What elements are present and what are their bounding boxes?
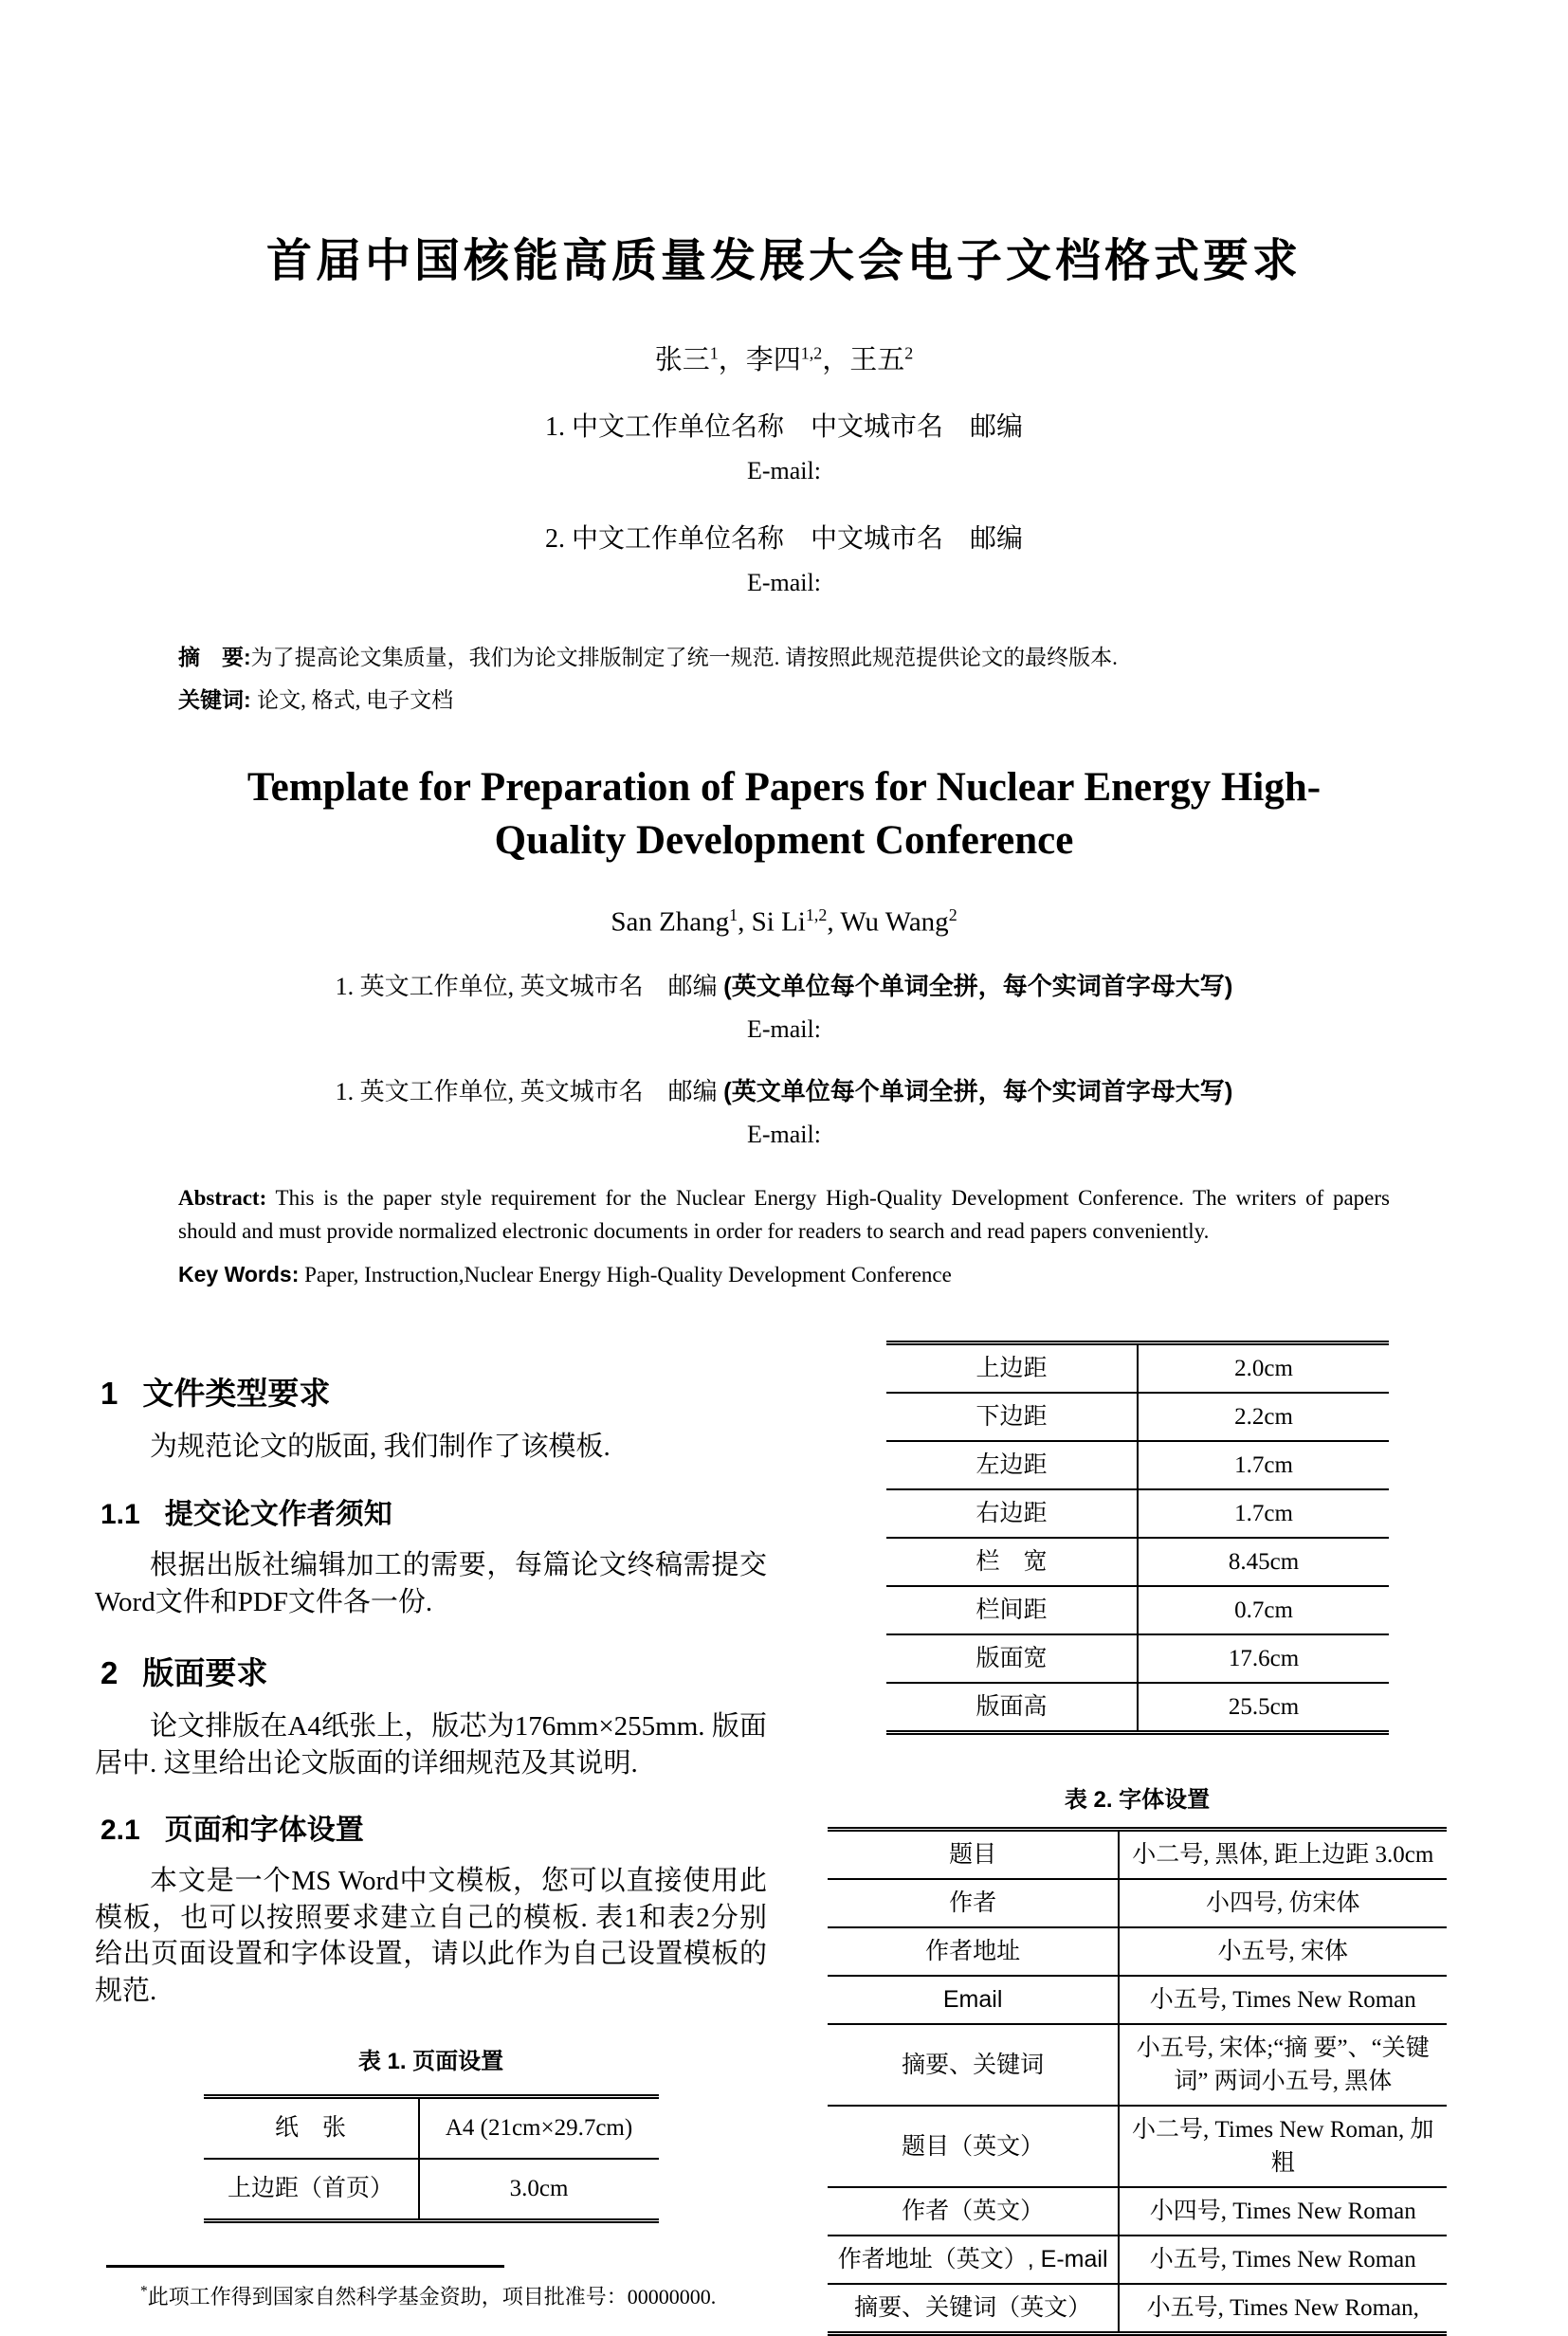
table-cell-label: 上边距（首页）	[204, 2159, 419, 2221]
author-separator: ，	[718, 344, 746, 375]
table-row	[204, 2096, 659, 2159]
author-superscript: 1,2	[800, 343, 823, 363]
table-cell-label: 题目（英文）	[828, 2106, 1119, 2187]
keywords-zh	[178, 684, 1390, 718]
table-row	[828, 2284, 1446, 2334]
section-title: 页面和字体设置	[164, 1815, 364, 1847]
authors-zh	[95, 338, 1473, 377]
section-title: 版面要求	[142, 1655, 268, 1691]
keywords-en	[178, 1258, 1390, 1292]
section-heading-1-1	[100, 1490, 767, 1532]
footnote-marker: *	[140, 2283, 148, 2300]
paragraph: 根据出版社编辑加工的需要，每篇论文终稿需提交Word文件和PDF文件各一份.	[95, 1550, 767, 1617]
author-name: Wu Wang	[840, 906, 949, 938]
author-superscript: 2	[948, 904, 957, 924]
table-row	[886, 1634, 1389, 1683]
email-line: E-mail:	[747, 456, 821, 484]
affiliation-en-note: (英文单位每个单词全拼，每个实词首字母大写)	[723, 971, 1233, 1000]
table-cell-label: 摘要、关键词（英文）	[828, 2284, 1119, 2334]
section-title: 文件类型要求	[142, 1376, 331, 1412]
table-cell-label: 上边距	[886, 1343, 1139, 1394]
table-row	[886, 1489, 1389, 1538]
table-row	[828, 2106, 1446, 2187]
affiliation-en-text: 1. 英文工作单位, 英文城市名 邮编	[335, 972, 724, 1000]
email-line: E-mail:	[747, 1120, 821, 1148]
author-superscript: 1	[729, 904, 738, 924]
page-setup-table	[204, 2094, 659, 2223]
table-cell-value: 小五号, Times New Roman,	[1146, 2295, 1419, 2322]
affiliation-zh-2: 2. 中文工作单位名称 中文城市名 邮编	[544, 523, 1023, 554]
table-cell-value: 0.7cm	[1138, 1586, 1388, 1634]
abstract-zh-label: 摘 要	[178, 644, 244, 669]
section-number: 2	[100, 1655, 119, 1691]
table-cell-value: 2.0cm	[1138, 1343, 1388, 1394]
footnote-area	[95, 2265, 767, 2310]
table-row	[204, 2159, 659, 2221]
table-row	[828, 1830, 1446, 1880]
affiliation-en-2	[95, 1072, 1473, 1107]
table-cell-value: 1.7cm	[1138, 1489, 1388, 1538]
authors-en	[95, 905, 1473, 939]
author-superscript: 1,2	[805, 904, 828, 924]
table-cell-value: 小五号, 宋体	[1119, 1927, 1447, 1976]
table-cell-label: 右边距	[886, 1489, 1139, 1538]
author-separator: ,	[738, 906, 752, 938]
table-row	[828, 2024, 1446, 2106]
affiliation-zh-1: 1. 中文工作单位名称 中文城市名 邮编	[544, 411, 1023, 442]
keywords-zh-text: 论文, 格式, 电子文档	[257, 688, 454, 713]
table-cell-value: 小五号, Times New Roman	[1119, 2236, 1447, 2284]
affiliation-en-note: (英文单位每个单词全拼，每个实词首字母大写)	[723, 1076, 1233, 1105]
author-name: 李四	[745, 344, 801, 375]
table-cell-value: 17.6cm	[1138, 1634, 1388, 1683]
table-cell-value: 8.45cm	[1138, 1538, 1388, 1586]
abstract-en	[178, 1181, 1390, 1249]
table-cell-label: Email	[828, 1976, 1119, 2024]
keywords-zh-label: 关键词	[178, 687, 244, 713]
author-name: 王五	[849, 344, 905, 375]
page-title-zh: 首届中国核能高质量发展大会电子文档格式要求	[265, 236, 1302, 286]
author-separator: ，	[822, 344, 850, 375]
two-column-body	[95, 1341, 1473, 2336]
table-cell-label: 题目	[828, 1830, 1119, 1880]
section-heading-1	[100, 1369, 767, 1414]
paragraph: 本文是一个MS Word中文模板，您可以直接使用此模板，也可以按照要求建立自己的模板. 表1和表2分别给出页面设置和字体设置，请以此作为自己设置模板的规范.	[95, 1866, 767, 2006]
table-cell-label: 作者地址（英文）, E-mail	[828, 2236, 1119, 2284]
section-heading-2	[100, 1649, 767, 1693]
author-name: San Zhang	[611, 906, 730, 938]
paragraph: 论文排版在A4纸张上，版芯为176mm×255mm. 版面居中. 这里给出论文版面的详细规范及其说明.	[95, 1711, 767, 1779]
table-cell-value: 小四号, Times New Roman	[1119, 2187, 1447, 2236]
abstract-zh	[178, 641, 1390, 675]
table-cell-label: 纸 张	[204, 2096, 419, 2159]
table-row	[886, 1586, 1389, 1634]
table-cell-value: 小二号, 黑体, 距上边距 3.0cm	[1119, 1830, 1447, 1880]
table-cell-value: 1.7cm	[1138, 1441, 1388, 1489]
section-title: 提交论文作者须知	[164, 1499, 392, 1530]
affiliation-en-text: 1. 英文工作单位, 英文城市名 邮编	[335, 1077, 724, 1105]
table-cell-value: 小五号, Times New Roman	[1119, 1976, 1447, 2024]
keywords-en-text: Paper, Instruction,Nuclear Energy High-Quality Development Conference	[299, 1262, 952, 1287]
author-name: 张三	[654, 344, 710, 375]
author-superscript: 2	[904, 343, 914, 363]
author-separator: ,	[827, 906, 841, 938]
table-cell-value: 3.0cm	[509, 2176, 569, 2201]
table-cell-label: 栏 宽	[886, 1538, 1139, 1586]
footnote-body: 此项工作得到国家自然科学基金资助，项目批准号：00000000.	[147, 2284, 717, 2309]
table-row	[886, 1441, 1389, 1489]
table-cell-label: 左边距	[886, 1441, 1139, 1489]
table-cell-label: 下边距	[886, 1393, 1139, 1441]
table-row	[828, 1927, 1446, 1976]
table-cell-label: 版面高	[886, 1683, 1139, 1733]
section-number: 1	[100, 1376, 119, 1412]
table-cell-label: 作者	[828, 1879, 1119, 1927]
section-number: 2.1	[100, 1815, 140, 1847]
table-cell-label: 作者（英文）	[828, 2187, 1119, 2236]
abstract-en-text: This is the paper style requirement for the Nuclear Energy High-Quality Development Conference. The writers of papers should and must provide normalized electronic documents in order for readers to search and read papers conveniently.	[178, 1185, 1390, 1244]
footnote-divider	[106, 2265, 504, 2268]
table-row	[828, 1879, 1446, 1927]
author-name: Si Li	[751, 906, 806, 938]
right-column	[801, 1341, 1473, 2336]
table-cell-value: 2.2cm	[1138, 1393, 1388, 1441]
table-cell-value: A4 (21cm×29.7cm)	[419, 2096, 659, 2159]
abstract-en-label: Abstract:	[178, 1185, 267, 1210]
table-cell-label: 摘要、关键词	[828, 2024, 1119, 2106]
page-setup-continued-table	[886, 1341, 1389, 1735]
abstract-zh-text: 为了提高论文集质量，我们为论文排版制定了统一规范. 请按照此规范提供论文的最终版本.	[250, 645, 1118, 669]
table-cell-value: 25.5cm	[1228, 1694, 1300, 1721]
table-row	[828, 2187, 1446, 2236]
table-cell-label: 栏间距	[886, 1586, 1139, 1634]
table-cell-value: 小四号, 仿宋体	[1119, 1879, 1447, 1927]
table-row	[886, 1538, 1389, 1586]
table-row	[828, 2236, 1446, 2284]
page-title-en: Template for Preparation of Papers for Nuclear Energy High-Quality Development Conference	[246, 765, 1322, 863]
table-row	[886, 1343, 1389, 1394]
table-cell-label: 作者地址	[828, 1927, 1119, 1976]
author-superscript: 1	[709, 343, 719, 363]
paragraph: 为规范论文的版面, 我们制作了该模板.	[150, 1432, 611, 1463]
table-row	[886, 1393, 1389, 1441]
font-setup-table	[828, 1827, 1446, 2336]
left-column	[95, 1341, 767, 2309]
table-cell-value: 小二号, Times New Roman, 加粗	[1119, 2106, 1447, 2187]
abstract-zh-colon: :	[244, 644, 251, 669]
table-row	[886, 1683, 1389, 1733]
table-row	[828, 1976, 1446, 2024]
section-heading-2-1	[100, 1806, 767, 1848]
email-line: E-mail:	[747, 1014, 821, 1043]
table-cell-label: 版面宽	[886, 1634, 1139, 1683]
email-line: E-mail:	[747, 568, 821, 596]
affiliation-en-1	[95, 967, 1473, 1002]
table1-caption: 表 1. 页面设置	[357, 2048, 504, 2074]
keywords-zh-colon: :	[244, 687, 258, 713]
footnote-text	[95, 2281, 767, 2310]
keywords-en-label: Key Words:	[178, 1261, 300, 1287]
table2-caption: 表 2. 字体设置	[1064, 1787, 1211, 1814]
table-cell-value: 小五号, 宋体;“摘 要”、“关键词” 两词小五号, 黑体	[1119, 2024, 1447, 2106]
section-number: 1.1	[100, 1499, 140, 1530]
